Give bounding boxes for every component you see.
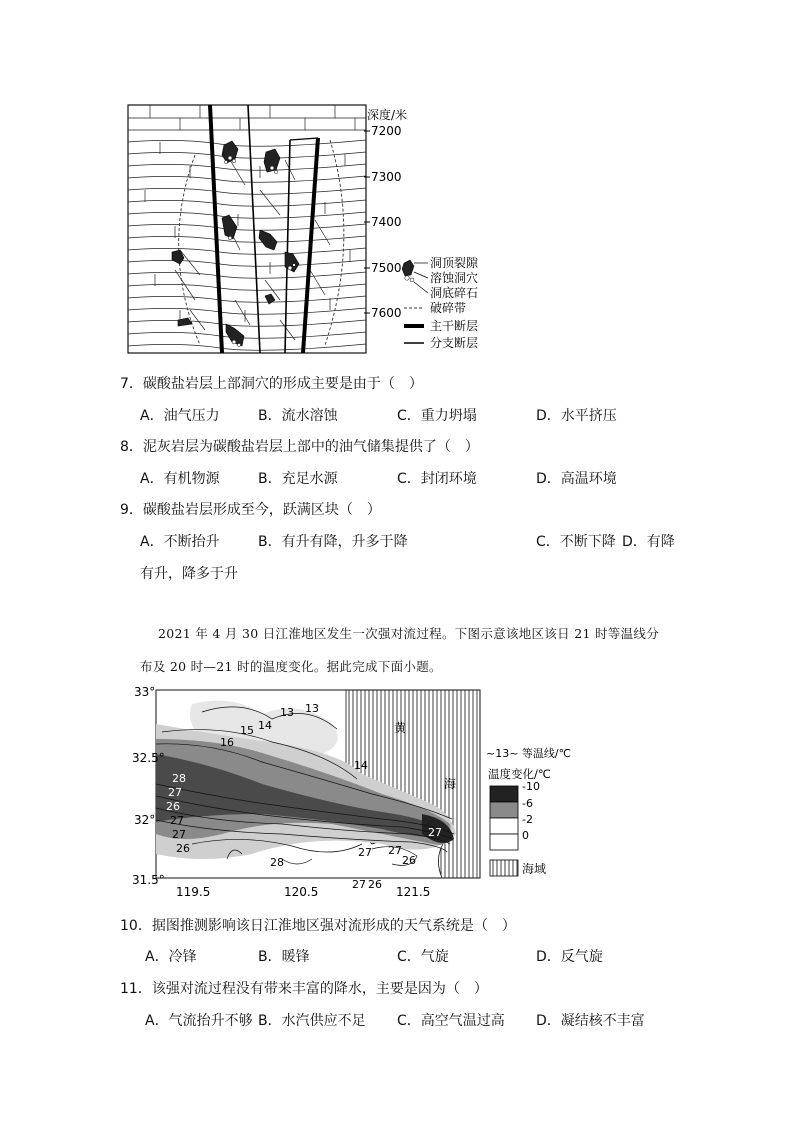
legend-branch-fault-label: 分支断层 [430, 336, 479, 350]
legend-tick: -10 [522, 780, 540, 793]
q8-option-a[interactable]: A．有机物源 [140, 471, 220, 487]
depth-tick: 7300 [371, 170, 402, 184]
q9-option-d-continued: 有升，降多于升 [140, 566, 238, 582]
q11-option-b[interactable]: B．水汽供应不足 [258, 1013, 366, 1029]
lat-label: 32.5° [132, 751, 165, 765]
legend-swatch-white [490, 834, 518, 850]
sea-name-char-1: 黄 [394, 721, 407, 735]
legend-tick: 0 [522, 829, 529, 842]
isotherm-label: 14 [354, 759, 368, 772]
q8-option-c[interactable]: C．封闭环境 [397, 471, 477, 487]
legend-tick: -2 [522, 813, 533, 826]
q10-option-c[interactable]: C．气旋 [397, 949, 449, 965]
isotherm-label: 28 [270, 856, 284, 869]
question-9-stem: 9．碳酸盐岩层形成至今，跃满区块（ ） [120, 502, 381, 518]
legend-sea-swatch [490, 860, 518, 876]
isotherm-label: 26 [402, 854, 416, 867]
q9-option-a[interactable]: A．不断抬升 [140, 534, 220, 550]
q9-option-b[interactable]: B．有升有降，升多于降 [258, 534, 408, 550]
isotherm-map-figure [132, 684, 571, 900]
q9-option-c[interactable]: C．不断下降 [536, 534, 616, 550]
question-8-stem: 8．泥灰岩层为碳酸盐岩层上部中的油气储集提供了（ ） [120, 439, 479, 455]
legend-swatch-dark [490, 802, 518, 818]
isotherm-label: 13 [280, 706, 294, 719]
isotherm-label: 15 [240, 724, 254, 737]
lat-label: 32° [134, 813, 156, 827]
legend-gravel-label: 洞底碎石 [430, 286, 479, 300]
isotherm-label: 26 [176, 842, 190, 855]
q10-option-b[interactable]: B．暖锋 [258, 949, 310, 965]
isotherm-label: 27 [168, 786, 182, 799]
legend-crack-label: 洞顶裂隙 [430, 256, 479, 270]
sea-name-char-2: 海 [444, 777, 457, 791]
legend-sea-label: 海域 [522, 862, 547, 876]
q10-option-a[interactable]: A．冷锋 [145, 949, 197, 965]
q11-option-c[interactable]: C．高空气温过高 [397, 1013, 505, 1029]
bottom-extra-label: 26 [368, 878, 382, 891]
q11-option-d[interactable]: D．凝结核不丰富 [536, 1013, 645, 1029]
question-10-stem: 10．据图推测影响该日江淮地区强对流形成的天气系统是（ ） [120, 918, 516, 934]
q7-option-c[interactable]: C．重力坍塌 [397, 408, 477, 424]
legend-main-fault-label: 主干断层 [430, 319, 479, 333]
bottom-extra-label: 27 [352, 878, 366, 891]
isotherm-label: 27 [358, 846, 372, 859]
isotherm-label: 26 [166, 800, 180, 813]
legend-broken-zone-label: 破碎带 [430, 301, 467, 315]
legend-temp-change-title: 温度变化/℃ [488, 767, 551, 781]
depth-axis-title: 深度/米 [367, 108, 408, 122]
lat-label: 31.5° [132, 873, 165, 887]
q8-option-b[interactable]: B．充足水源 [258, 471, 338, 487]
question-7-stem: 7．碳酸盐岩层上部洞穴的形成主要是由于（ ） [120, 376, 423, 392]
legend-tick: -6 [522, 797, 533, 810]
q7-option-b[interactable]: B．流水溶蚀 [258, 408, 338, 424]
lon-label: 120.5 [284, 885, 319, 899]
isotherm-label: 27 [172, 828, 186, 841]
depth-ticks [364, 124, 402, 320]
isotherm-label: 13 [305, 702, 319, 715]
longitude-labels [176, 878, 430, 899]
depth-tick: 7500 [371, 261, 402, 275]
q11-option-a[interactable]: A．气流抬升不够 [145, 1013, 253, 1029]
isotherm-label: 27 [428, 826, 442, 839]
q7-option-a[interactable]: A．油气压力 [140, 408, 220, 424]
legend-isotherm-label: ~13~ 等温线/℃ [486, 747, 571, 760]
legend-cave-label: 溶蚀洞穴 [430, 271, 479, 285]
depth-tick: 7600 [371, 306, 402, 320]
q8-option-d[interactable]: D．高温环境 [536, 471, 617, 487]
q10-option-d[interactable]: D．反气旋 [536, 949, 603, 965]
intro-line-2: 布及 20 时—21 时的温度变化。据此完成下面小题。 [140, 659, 442, 674]
isotherm-label: 14 [258, 719, 272, 732]
figure2-legend [486, 746, 571, 876]
q7-option-d[interactable]: D．水平挤压 [536, 408, 617, 424]
depth-tick: 7400 [371, 215, 402, 229]
isotherm-label: 27 [170, 814, 184, 827]
isotherm-label: 27 [388, 844, 402, 857]
intro-line-1: 2021 年 4 月 30 日江淮地区发生一次强对流过程。下图示意该地区该日 21 时等温线分 [158, 626, 659, 641]
q9-option-d[interactable]: D．有降 [622, 534, 675, 550]
legend-swatch-light [490, 818, 518, 834]
isotherm-label: 16 [220, 736, 234, 749]
depth-tick: 7200 [371, 124, 402, 138]
isotherm-label: 28 [172, 772, 186, 785]
lon-label: 121.5 [396, 885, 431, 899]
lat-label: 33° [134, 685, 156, 699]
figure1-legend [402, 255, 479, 350]
question-11-stem: 11．该强对流过程没有带来丰富的降水，主要是因为（ ） [120, 981, 488, 997]
lon-label: 119.5 [176, 885, 211, 899]
cave-legend-icon [402, 260, 414, 276]
fault-cross-section-figure [120, 100, 510, 360]
legend-swatch-darkest [490, 786, 518, 802]
